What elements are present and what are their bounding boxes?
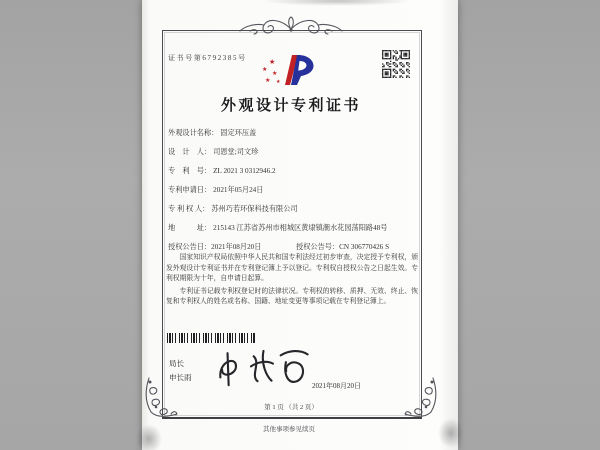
certificate-title: 外观设计专利证书 [220,98,361,114]
field-value: 215143 江苏省苏州市相城区黄埭镇潮水花园荡阳路48号 [213,224,388,232]
svg-text:★: ★ [269,58,276,66]
field-value: 2021年05月24日 [213,186,264,194]
field-value: 司恩堂;司文珍 [213,148,259,156]
shadow-smudge [438,418,464,448]
paper-crease-shadow [262,0,412,6]
field-label: 专利申请日： [168,186,212,194]
corner-flourish-ornament [401,374,439,418]
certificate-sheet [142,0,458,450]
field-value: 固定环压盖 [220,129,257,137]
continuation-note: 其他事项参见续页 [263,426,315,433]
grant-number-label: 授权公告号： [296,243,340,251]
field-row-design-name [168,128,418,139]
svg-text:★: ★ [265,78,271,84]
field-row-designers [168,147,418,158]
shadow-smudge [136,424,162,450]
grant-number-value: CN 306770426 S [339,243,390,251]
director-signature [205,340,319,392]
field-value: 苏州巧若环保科技有限公司 [211,205,298,213]
certificate-number: 证书号第6792385号 [168,54,247,62]
svg-text:★: ★ [276,80,281,85]
barcode-icon [167,333,255,343]
issue-date: 2021年08月20日 [312,382,361,390]
field-row-address [168,223,418,234]
grant-date-label: 授权公告日： [168,243,212,251]
legal-paragraph-1: 国家知识产权局依照中华人民共和国专利法经过初步审查，决定授予专利权，颁发外观设计专利证书并在专利登记簿上予以登记。专利权自授权公告之日起生效。专利权期限为十年，自申请日起算。 [166,254,418,283]
svg-text:★: ★ [262,67,268,73]
field-value: ZL 2021 3 0312946.2 [213,167,276,175]
grant-date-value: 2021年08月20日 [211,243,262,251]
field-row-filing-date [168,185,418,196]
qr-code-icon [382,50,410,78]
field-label: 专 利 权 人： [168,205,210,213]
legal-paragraph-2: 专利证书记载专利权登记时的法律状况。专利权的转移、质押、无效、终止、恢复和专利权人的姓名或名称、国籍、地址变更等事项记载在专利登记簿上。 [166,287,418,306]
field-label: 专 利 号： [168,167,212,175]
signer-title: 局长 [169,359,184,368]
svg-text:★: ★ [272,71,278,77]
legal-text [166,253,418,310]
grant-number-pair [296,242,389,252]
field-label: 外观设计名称： [168,129,219,137]
field-row-patent-number [168,166,418,177]
field-row-grant [168,242,418,253]
field-label: 地 址： [168,224,212,232]
page-footer: 第 1 页 （共 2 页） [264,404,318,411]
field-row-patentee [168,204,418,215]
cnipa-logo-icon [261,52,319,88]
field-label: 设 计 人： [168,148,212,156]
signer-printed-name: 申长雨 [169,373,192,382]
